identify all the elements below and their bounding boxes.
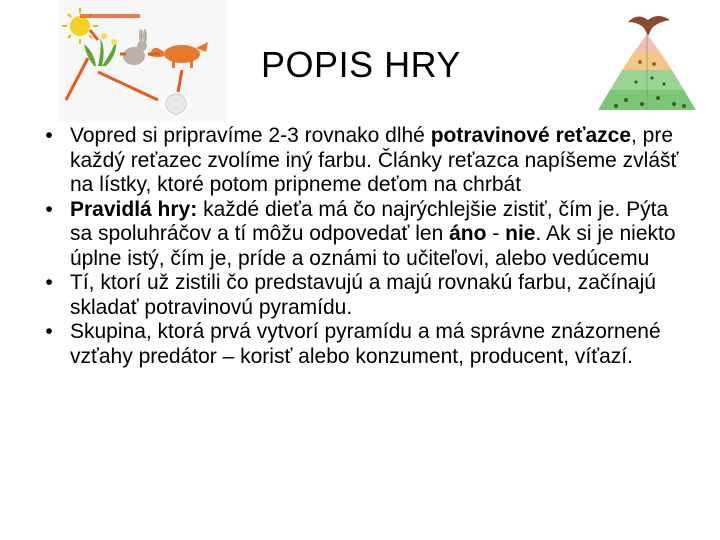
page-title-text: POPIS HRY (261, 44, 461, 85)
bullet-text: Vopred si pripravíme 2-3 rovnako dlhé (70, 124, 431, 147)
bullet-list (44, 124, 694, 369)
food-pyramid-icon (596, 12, 698, 118)
bullet-marker: • (45, 197, 53, 221)
bullet-marker: • (45, 124, 53, 147)
bullet-item (44, 124, 694, 198)
bullet-item (44, 198, 694, 272)
content-body (44, 124, 694, 369)
bullet-text: . Ak si je niekto úplne istý, čím je, príde a oznámi to učiteľovi, alebo vedúcemu (70, 222, 676, 270)
bullet-text-bold: nie (505, 222, 536, 245)
bullet-text-bold: áno (449, 222, 487, 245)
bullet-text: každé dieťa má čo najrýchlejšie zistiť, čím je. Pýta sa spoluhráčov a tí môžu odpovedať len (70, 197, 669, 245)
bullet-item (44, 320, 694, 369)
bullet-text-bold: potravinové reťazce (430, 124, 632, 147)
bullet-text: Skupina, ktorá prvá vytvorí pyramídu a má správne znázornené vzťahy predátor – korisť alebo konzument, producent, víťazí. (70, 320, 661, 368)
bullet-text: Tí, ktorí už zistili čo predstavujú a majú rovnakú farbu, začínajú skladať potravinovú pyramídu. (70, 271, 656, 319)
bullet-text-bold: Pravidlá hry: (70, 197, 198, 221)
bullet-text: , pre každý reťazec zvolíme iný farbu. Články reťazca napíšeme zvlášť na lístky, ktoré potom pripneme deťom na chrbát (70, 124, 679, 196)
bullet-marker: • (45, 271, 53, 294)
bullet-text: - (486, 222, 506, 245)
bullet-item (44, 271, 694, 320)
bullet-marker: • (45, 320, 53, 343)
